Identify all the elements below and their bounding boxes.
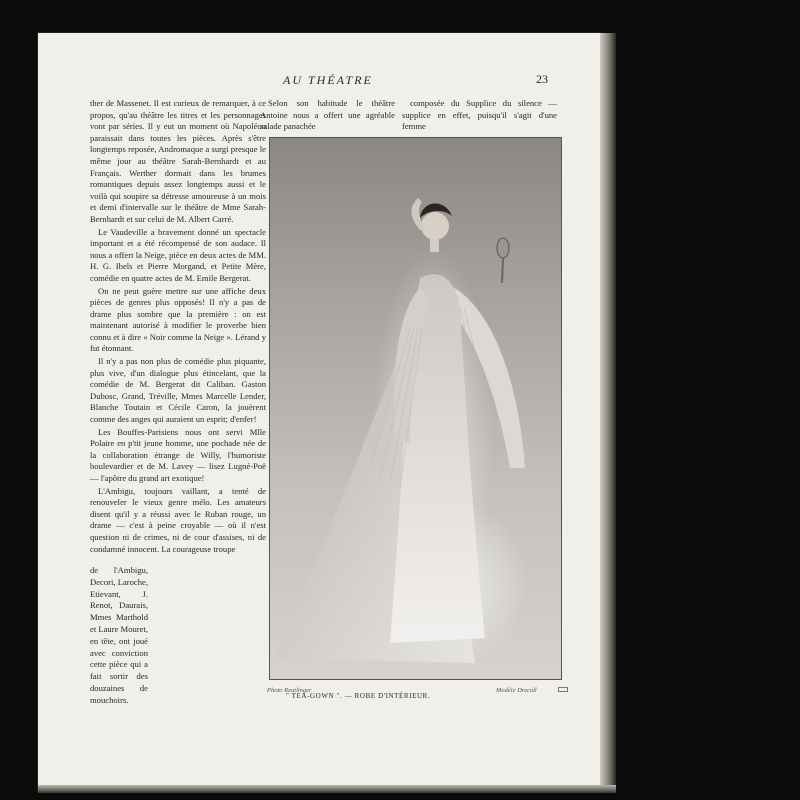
photo-caption: " TEA-GOWN ". — ROBE D'INTÉRIEUR. [286,692,431,700]
left-column-text [90,98,266,556]
mirror-handle [502,258,503,283]
page-edge-bottom [38,785,616,793]
model-credit: Modèle Drecoll [496,687,537,694]
running-title: AU THÉATRE [283,73,373,87]
head [421,212,449,240]
page-number: 23 [536,72,548,86]
paragraph: Le Vaudeville a bravement donné un spectacle important et a été récompensé de son audace. Il nous a offert la Neige, pièce en deux actes de MM. H. G. Ibels et Pierre Morgand, et Petite Mère, comédie en quatre actes de M. Emile Bergerat. [90,226,266,283]
neck [430,238,439,252]
fashion-photograph [269,137,562,680]
middle-column-text [260,98,395,133]
paragraph: L'Ambigu, toujours vaillant, a tenté de renouveler le vieux genre mélo. Les amateurs disent qu'il y a réussi avec le Ruban rouge, un drame — c'est à peine croyable — où il n'est question ni de crimes, ni de cour d'assises, ni de condamné innocent. La courageuse troupe [90,485,266,554]
corner-mark [558,687,568,692]
paragraph: composée du Supplice du silence — supplice en effet, puisqu'il s'agit d'une femme [402,98,557,132]
right-column-text [402,98,557,133]
photo-credit: Photo Reutlinger [267,687,312,694]
page-edge [600,33,616,790]
paragraph: ther de Massenet. Il est curieux de remarquer, à ce propos, qu'au théâtre les titres et les personnages vont par séries. Il y eut un moment où Napoléon paraissait dans toutes les pièces. Après s'être longtemps reposée, Andromaque a surgi presque le même jour au théâtre Sarah-Bernhardt et au Français. Werther dormait dans les brumes romantiques depuis assez longtemps aussi et le voilà qui soupire sa détresse amoureuse à un mois et demi d'intervalle sur le théâtre de Mme Sarah-Bernhardt et sur celui de M. Albert Carré. [90,98,266,224]
narrow-column-text [90,565,148,707]
paragraph: de l'Ambigu, Decori, Laroche, Etievant, J. Renot, Daurais, Mmes Marthold et Laure Mouret, en tête, ont joué avec conviction cette pièce qui a fait sortir des douzaines de mouchoirs. [90,565,148,705]
page-header [38,69,600,89]
hand-mirror [497,238,509,258]
paragraph: Les Bouffes-Parisiens nous ont servi Mlle Polaire en p'tit jeune homme, une pochade née de la collaboration étrange de Willy, l'humoriste boulevardier et de M. Lavey — lisez Lugné-Poë — l'apôtre du grand art exotique! [90,426,266,483]
paragraph: On ne peut guère mettre sur une affiche deux pièces de genres plus opposés! Il n'y a pas de drame plus sombre que la première : on est maintenant autorisé à modifier le proverbe bien connu et à dire « Noir comme la Neige ». Lérand y fut étonnant. [90,285,266,354]
paragraph: Selon son habitude le théâtre Antoine nous a offert une agréable salade panachée [260,98,395,132]
woman-in-tea-gown-illustration [270,138,561,679]
paragraph: Il n'y a pas non plus de comédie plus piquante, plus vive, d'un dialogue plus étincelant, que la comédie de M. Bergerat dit Caliban. Gaston Dubosc, Grand, Tréville, Mmes Marcelle Lender, Blanche Toutain et Cécile Caron, la jouèrent comme des anges qui auraient un esprit; d'enfer! [90,356,266,425]
magazine-page [38,33,600,790]
